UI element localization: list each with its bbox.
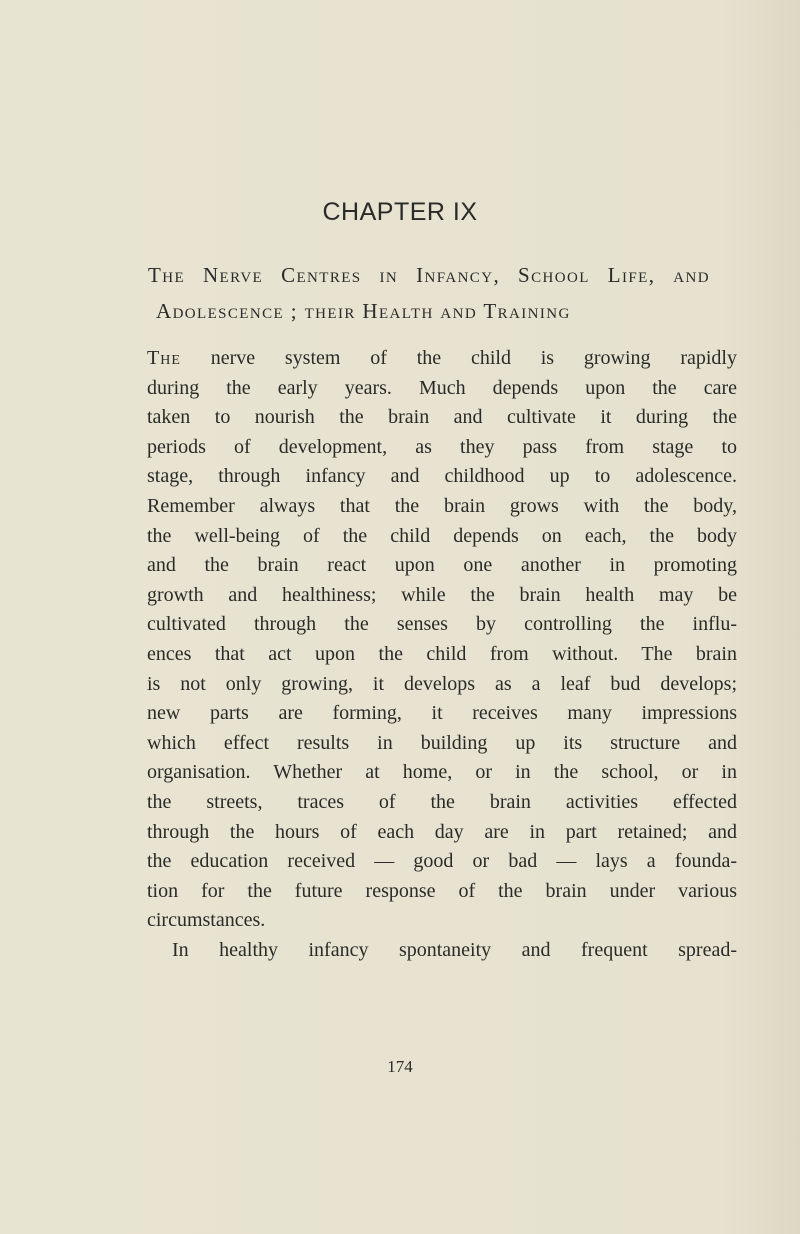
- text-line: ences that act upon the child from without. The brain: [147, 642, 737, 665]
- text-line: stage, through infancy and childhood up to adolescence.: [147, 465, 737, 488]
- text-line: new parts are forming, it receives many impressions: [147, 702, 737, 725]
- body-text: [147, 344, 737, 965]
- page-number: 174: [387, 1057, 413, 1076]
- text-line: is not only growing, it develops as a leaf bud develops;: [147, 672, 737, 695]
- chapter-title-line-2: Adolescence ; their Health and Training: [156, 299, 571, 323]
- text-line: circumstances.: [147, 909, 266, 932]
- text-line: and the brain react upon one another in promoting: [147, 554, 737, 577]
- text-line: the well-being of the child depends on each, the body: [147, 524, 737, 547]
- text-line: through the hours of each day are in part retained; and: [147, 820, 737, 843]
- text-line: cultivated through the senses by controlling the influ-: [147, 613, 737, 636]
- chapter-title-line-1: The Nerve Centres in Infancy, School Life, and: [148, 263, 710, 287]
- text-line: organisation. Whether at home, or in the school, or in: [147, 761, 737, 784]
- text-line: In healthy infancy spontaneity and frequent spread-: [172, 938, 737, 961]
- drop-word: The: [147, 347, 181, 369]
- chapter-title: [148, 257, 708, 329]
- text-line: growth and healthiness; while the brain health may be: [147, 583, 737, 606]
- text-line: tion for the future response of the brain under various: [147, 879, 737, 902]
- text-line: Remember always that the brain grows with the body,: [147, 494, 737, 517]
- text-line: during the early years. Much depends upon the care: [147, 376, 737, 399]
- text-line: the education received — good or bad — lays a founda-: [147, 850, 737, 873]
- text-line: periods of development, as they pass from stage to: [147, 435, 737, 458]
- text-line: The nerve system of the child is growing rapidly: [147, 347, 737, 369]
- text-line: which effect results in building up its structure and: [147, 731, 737, 754]
- text-line: the streets, traces of the brain activities effected: [147, 790, 737, 813]
- chapter-heading: CHAPTER IX: [322, 198, 478, 226]
- text-line: taken to nourish the brain and cultivate it during the: [147, 406, 737, 429]
